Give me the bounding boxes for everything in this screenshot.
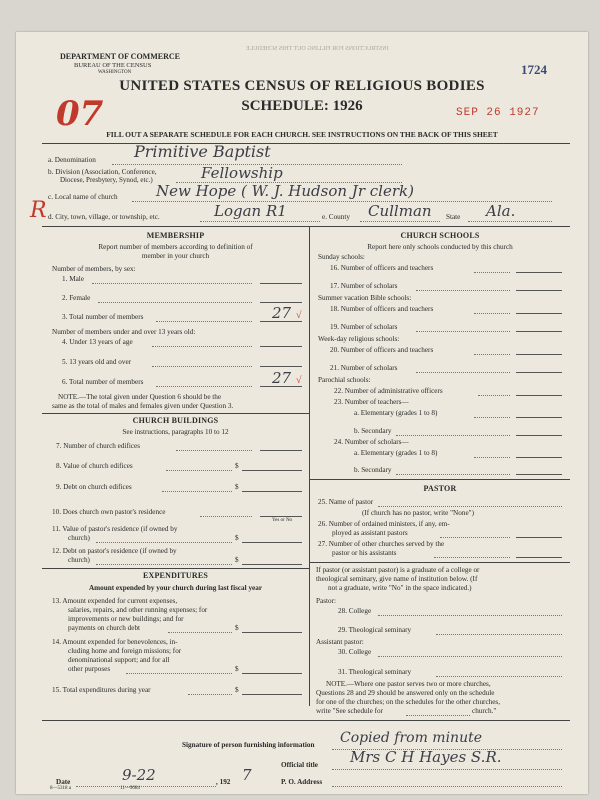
q19-label: 19. Number of scholars bbox=[330, 323, 398, 331]
q9-dots bbox=[162, 491, 232, 492]
q26-label-a: 26. Number of ordained ministers, if any, em- bbox=[318, 520, 450, 528]
schools-bottom-divider bbox=[309, 479, 570, 480]
q15-label: 15. Total expenditures during year bbox=[52, 686, 151, 694]
state-line bbox=[468, 221, 552, 222]
county-label: e. County bbox=[322, 213, 350, 221]
q11-label-a: 11. Value of pastor's residence (if owned by bbox=[52, 525, 178, 533]
pastor-note-4: write "See schedule for bbox=[316, 707, 383, 715]
q25-line bbox=[378, 506, 562, 507]
q14-label-c: denominational support; and for all bbox=[68, 656, 170, 664]
q18-dots bbox=[474, 313, 510, 314]
date-value: 9-22 bbox=[122, 766, 156, 784]
q12-label-a: 12. Debt on pastor's residence (if owned by bbox=[52, 547, 177, 555]
q23b-dots bbox=[396, 435, 510, 436]
census-schedule-sheet bbox=[16, 32, 588, 794]
q2-female-label: 2. Female bbox=[62, 294, 91, 302]
instruction-line: FILL OUT A SEPARATE SCHEDULE FOR EACH CHURCH. SEE INSTRUCTIONS ON THE BACK OF THIS SHEET bbox=[106, 130, 498, 139]
q25-label: 25. Name of pastor bbox=[318, 498, 374, 506]
q23b-label: b. Secondary bbox=[354, 427, 392, 435]
q16-dots bbox=[474, 272, 510, 273]
footer-divider bbox=[42, 720, 570, 721]
summer-schools-label: Summer vacation Bible schools: bbox=[318, 294, 412, 302]
division-label-2: Diocese, Presbytery, Synod, etc.) bbox=[60, 176, 153, 184]
pastor-note-2: Questions 28 and 29 should be answered only on the schedule bbox=[316, 689, 495, 697]
q9-label: 9. Debt on church edifices bbox=[56, 483, 132, 491]
q13-label-c: improvements or new buildings; and for bbox=[68, 615, 184, 623]
q13-answer-line bbox=[242, 632, 302, 633]
q17-answer-line bbox=[516, 290, 562, 291]
q21-label: 21. Number of scholars bbox=[330, 364, 398, 372]
q24-label: 24. Number of scholars— bbox=[334, 438, 409, 446]
buildings-sub: See instructions, paragraphs 10 to 12 bbox=[122, 428, 229, 436]
year-prefix: , 192 bbox=[216, 778, 231, 786]
q12-answer-line bbox=[242, 564, 302, 565]
q29-label: 29. Theological seminary bbox=[338, 626, 412, 634]
q24b-dots bbox=[396, 474, 510, 475]
q24a-label: a. Elementary (grades 1 to 8) bbox=[354, 449, 438, 457]
q6-check-mark: √ bbox=[296, 375, 302, 386]
q24b-label: b. Secondary bbox=[354, 466, 392, 474]
buildings-heading: CHURCH BUILDINGS bbox=[132, 416, 219, 425]
q11-label-b: church) bbox=[68, 534, 90, 542]
membership-sub2: member in your church bbox=[141, 252, 210, 260]
form-title: UNITED STATES CENSUS OF RELIGIOUS BODIES bbox=[119, 78, 485, 94]
official-title-label: Official title bbox=[281, 761, 318, 769]
membership-note-2: same as the total of males and females given under Question 3. bbox=[52, 402, 234, 410]
q4-under-13-label: 4. Under 13 years of age bbox=[62, 338, 133, 346]
q3-check-mark: √ bbox=[296, 310, 302, 321]
q26-dots bbox=[440, 537, 510, 538]
pastor-label: Pastor: bbox=[316, 597, 336, 605]
q6-total-label: 6. Total number of members bbox=[62, 378, 144, 386]
official-title-line bbox=[332, 769, 562, 770]
members-by-sex: Number of members, by sex: bbox=[52, 265, 136, 273]
q3-total-label: 3. Total number of members bbox=[62, 313, 144, 321]
q27-dots bbox=[434, 557, 510, 558]
year-value: 7 bbox=[242, 766, 252, 784]
q14-dots bbox=[126, 673, 232, 674]
q7-dots bbox=[176, 450, 252, 451]
county-value: Cullman bbox=[368, 202, 432, 220]
q18-answer-line bbox=[516, 313, 562, 314]
denomination-value: Primitive Baptist bbox=[134, 142, 271, 161]
schedule-title: SCHEDULE: 1926 bbox=[241, 98, 363, 114]
denomination-label: a. Denomination bbox=[48, 156, 96, 164]
pastor-note-3: for one of the churches; on the schedules for the other churches, bbox=[316, 698, 501, 706]
pastor-note-5: church." bbox=[472, 707, 497, 715]
pastor-note-1: NOTE.—Where one pastor serves two or more churches, bbox=[326, 680, 491, 688]
city-label: WASHINGTON bbox=[98, 70, 132, 75]
expenditures-heading: EXPENDITURES bbox=[142, 571, 209, 580]
q20-answer-line bbox=[516, 354, 562, 355]
q26-label-b: ployed as assistant pastors bbox=[332, 529, 408, 537]
q14-dollar: $ bbox=[235, 665, 239, 673]
q2-answer-line bbox=[260, 302, 302, 303]
q3-total-value: 27 bbox=[272, 304, 292, 322]
pastor-mid-divider bbox=[309, 562, 570, 563]
date-line bbox=[76, 786, 216, 787]
q31-label: 31. Theological seminary bbox=[338, 668, 412, 676]
q15-answer-line bbox=[242, 694, 302, 695]
weekday-schools-label: Week-day religious schools: bbox=[318, 335, 400, 343]
buildings-bottom-divider bbox=[42, 568, 309, 569]
q23a-dots bbox=[474, 417, 510, 418]
q7-answer-line bbox=[260, 450, 302, 451]
signature-label: Signature of person furnishing information bbox=[182, 741, 315, 749]
q31-line bbox=[436, 676, 562, 677]
q21-dots bbox=[416, 372, 510, 373]
q17-dots bbox=[416, 290, 510, 291]
q22-dots bbox=[478, 395, 510, 396]
official-title-value: Mrs C H Hayes S.R. bbox=[350, 748, 502, 766]
q23b-answer-line bbox=[516, 435, 562, 436]
q3-dots bbox=[156, 321, 252, 322]
q6-dots bbox=[156, 386, 252, 387]
q30-line bbox=[378, 656, 562, 657]
po-address-label: P. O. Address bbox=[281, 778, 323, 786]
signature-value: Copied from minute bbox=[340, 730, 483, 746]
q23a-label: a. Elementary (grades 1 to 8) bbox=[354, 409, 438, 417]
division-value: Fellowship bbox=[201, 164, 283, 182]
q19-dots bbox=[416, 331, 510, 332]
q8-dollar: $ bbox=[235, 462, 239, 470]
q10-answer-line bbox=[260, 516, 302, 517]
state-value: Ala. bbox=[486, 202, 516, 220]
local-name-label: c. Local name of church bbox=[48, 193, 118, 201]
q22-answer-line bbox=[516, 395, 562, 396]
age-heading: Number of members under and over 13 years old: bbox=[52, 328, 196, 336]
q20-label: 20. Number of officers and teachers bbox=[330, 346, 434, 354]
q1-dots bbox=[92, 283, 252, 284]
red-handwritten-r: R bbox=[30, 198, 47, 223]
division-label: b. Division (Association, Conference, bbox=[48, 168, 157, 176]
schedule-number: 1724 bbox=[521, 62, 547, 77]
q15-dollar: $ bbox=[235, 686, 239, 694]
q5-over-13-label: 5. 13 years old and over bbox=[62, 358, 132, 366]
q21-answer-line bbox=[516, 372, 562, 373]
q4-answer-line bbox=[260, 346, 302, 347]
expenditures-sub: Amount expended by your church during last fiscal year bbox=[88, 584, 263, 592]
q7-label: 7. Number of church edifices bbox=[56, 442, 141, 450]
county-line bbox=[360, 221, 440, 222]
q16-label: 16. Number of officers and teachers bbox=[330, 264, 434, 272]
q30-label: 30. College bbox=[338, 648, 372, 656]
q28-label: 28. College bbox=[338, 607, 372, 615]
city-town-label: d. City, town, village, or township, etc. bbox=[48, 213, 160, 221]
q12-label-b: church) bbox=[68, 556, 90, 564]
form-number: 8—5318 a bbox=[50, 786, 71, 791]
q27-label-b: pastor or his assistants bbox=[332, 549, 397, 557]
q1-male-label: 1. Male bbox=[62, 275, 84, 283]
q2-dots bbox=[98, 302, 252, 303]
q13-label-b: salaries, repairs, and other running expenses; for bbox=[68, 606, 208, 614]
q24b-answer-line bbox=[516, 474, 562, 475]
q9-answer-line bbox=[242, 491, 302, 492]
q9-dollar: $ bbox=[235, 483, 239, 491]
q27-answer-line bbox=[516, 557, 562, 558]
q29-line bbox=[436, 634, 562, 635]
q8-answer-line bbox=[242, 470, 302, 471]
parochial-schools-label: Parochial schools: bbox=[318, 376, 371, 384]
membership-heading: MEMBERSHIP bbox=[146, 231, 205, 240]
q22-label: 22. Number of administrative officers bbox=[334, 387, 443, 395]
membership-sub1: Report number of members according to definition of bbox=[98, 243, 253, 251]
q4-dots bbox=[152, 346, 252, 347]
department-label: DEPARTMENT OF COMMERCE bbox=[60, 52, 181, 61]
q12-dollar: $ bbox=[235, 556, 239, 564]
q14-label-a: 14. Amount expended for benevolences, in- bbox=[52, 638, 178, 646]
q25-hint: (If church has no pastor, write "None") bbox=[362, 509, 474, 517]
faded-bleed-text: INSTRUCTIONS FOR FILLING OUT THIS SCHEDULE bbox=[246, 46, 389, 52]
graduate-text-1: If pastor (or assistant pastor) is a graduate of a college or bbox=[316, 566, 480, 574]
local-name-value: New Hope ( W. J. Hudson Jr clerk) bbox=[156, 182, 414, 200]
pastor-heading: PASTOR bbox=[423, 484, 457, 493]
schools-heading: CHURCH SCHOOLS bbox=[400, 231, 480, 240]
q26-answer-line bbox=[516, 537, 562, 538]
date-label: Date bbox=[56, 778, 71, 786]
q13-label-d: payments on church debt bbox=[68, 624, 141, 632]
q14-label-d: other purposes bbox=[68, 665, 111, 673]
pastor-note-blank bbox=[406, 715, 470, 716]
membership-note-1: NOTE.—The total given under Question 6 should be the bbox=[58, 393, 222, 401]
q18-label: 18. Number of officers and teachers bbox=[330, 305, 434, 313]
q5-answer-line bbox=[260, 366, 302, 367]
q13-label-a: 13. Amount expended for current expenses, bbox=[52, 597, 178, 605]
q15-dots bbox=[188, 694, 232, 695]
q24a-answer-line bbox=[516, 457, 562, 458]
graduate-text-2: theological seminary, give name of institution below. (If bbox=[316, 575, 478, 583]
header-divider bbox=[42, 143, 570, 144]
q8-dots bbox=[166, 470, 232, 471]
received-date-stamp: SEP 26 1927 bbox=[456, 107, 540, 119]
q17-label: 17. Number of scholars bbox=[330, 282, 398, 290]
graduate-text-3: not a graduate, write "No" in the space indicated.) bbox=[328, 584, 472, 592]
column-divider bbox=[309, 226, 310, 706]
q27-label-a: 27. Number of other churches served by the bbox=[318, 540, 445, 548]
q8-label: 8. Value of church edifices bbox=[56, 462, 133, 470]
print-number: 11—9084 bbox=[120, 786, 140, 791]
q11-answer-line bbox=[242, 542, 302, 543]
city-town-value: Logan R1 bbox=[214, 202, 287, 220]
membership-bottom-divider bbox=[42, 413, 309, 414]
assistant-pastor-label: Assistant pastor: bbox=[316, 638, 364, 646]
red-handwritten-number: 07 bbox=[56, 94, 104, 134]
q13-dollar: $ bbox=[235, 624, 239, 632]
state-label: State bbox=[446, 213, 461, 221]
bureau-label: BUREAU OF THE CENSUS bbox=[74, 62, 152, 69]
q10-dots bbox=[200, 516, 252, 517]
q1-answer-line bbox=[260, 283, 302, 284]
po-address-line bbox=[332, 786, 562, 787]
q5-dots bbox=[152, 366, 252, 367]
q19-answer-line bbox=[516, 331, 562, 332]
yes-no-hint: Yes or No bbox=[272, 518, 293, 523]
q14-answer-line bbox=[242, 673, 302, 674]
q24a-dots bbox=[474, 457, 510, 458]
q16-answer-line bbox=[516, 272, 562, 273]
city-town-line bbox=[200, 221, 320, 222]
schools-sub: Report here only schools conducted by this church bbox=[367, 243, 513, 251]
section-top-divider bbox=[42, 226, 570, 227]
q23-label: 23. Number of teachers— bbox=[334, 398, 409, 406]
q14-label-b: cluding home and foreign missions; for bbox=[68, 647, 182, 655]
q13-dots bbox=[168, 632, 232, 633]
q10-label: 10. Does church own pastor's residence bbox=[52, 508, 166, 516]
q28-line bbox=[378, 615, 562, 616]
q23a-answer-line bbox=[516, 417, 562, 418]
q12-dots bbox=[96, 564, 232, 565]
q6-total-value: 27 bbox=[272, 369, 292, 387]
q11-dots bbox=[96, 542, 232, 543]
q11-dollar: $ bbox=[235, 534, 239, 542]
sunday-schools-label: Sunday schools: bbox=[318, 253, 365, 261]
q20-dots bbox=[474, 354, 510, 355]
